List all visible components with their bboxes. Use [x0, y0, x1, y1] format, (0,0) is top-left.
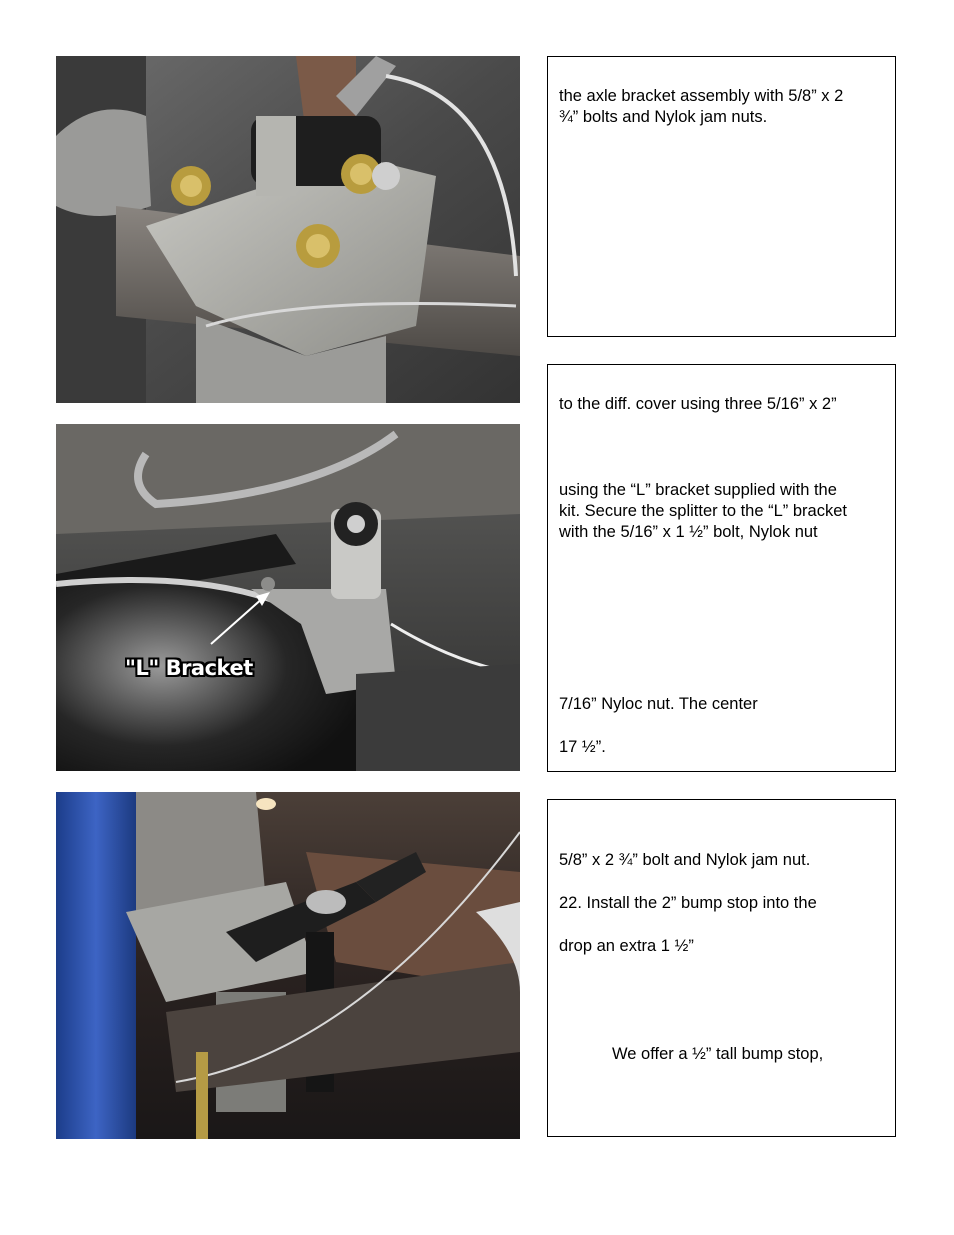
- diff-cover-photo: [56, 424, 520, 771]
- step-text-line: the axle bracket assembly with 5/8” x 2: [559, 87, 844, 105]
- l-bracket-callout: "L" Bracket: [125, 656, 253, 680]
- step-text-line: with the 5/16” x 1 ½” bolt, Nylok nut: [559, 523, 818, 541]
- step-text-box-3: [547, 799, 896, 1137]
- step-text-box-2: [547, 364, 896, 772]
- step-text-line: using the “L” bracket supplied with the: [559, 481, 837, 499]
- step-text-line: drop an extra 1 ½”: [559, 937, 694, 955]
- step-text-line: 7/16” Nyloc nut. The center: [559, 695, 758, 713]
- step-text-line: kit. Secure the splitter to the “L” bracket: [559, 502, 847, 520]
- step-text-line: to the diff. cover using three 5/16” x 2”: [559, 395, 837, 413]
- bump-stop-photo: [56, 792, 520, 1139]
- step-text-line: 17 ½”.: [559, 738, 606, 756]
- step-text-box-1: [547, 56, 896, 337]
- step-text-line: 22. Install the 2” bump stop into the: [559, 894, 817, 912]
- step-text-line: We offer a ½” tall bump stop,: [612, 1045, 824, 1063]
- step-text-line: 5/8” x 2 ¾” bolt and Nylok jam nut.: [559, 851, 811, 869]
- step-text-line: ¾” bolts and Nylok jam nuts.: [559, 108, 768, 126]
- axle-bracket-photo: [56, 56, 520, 403]
